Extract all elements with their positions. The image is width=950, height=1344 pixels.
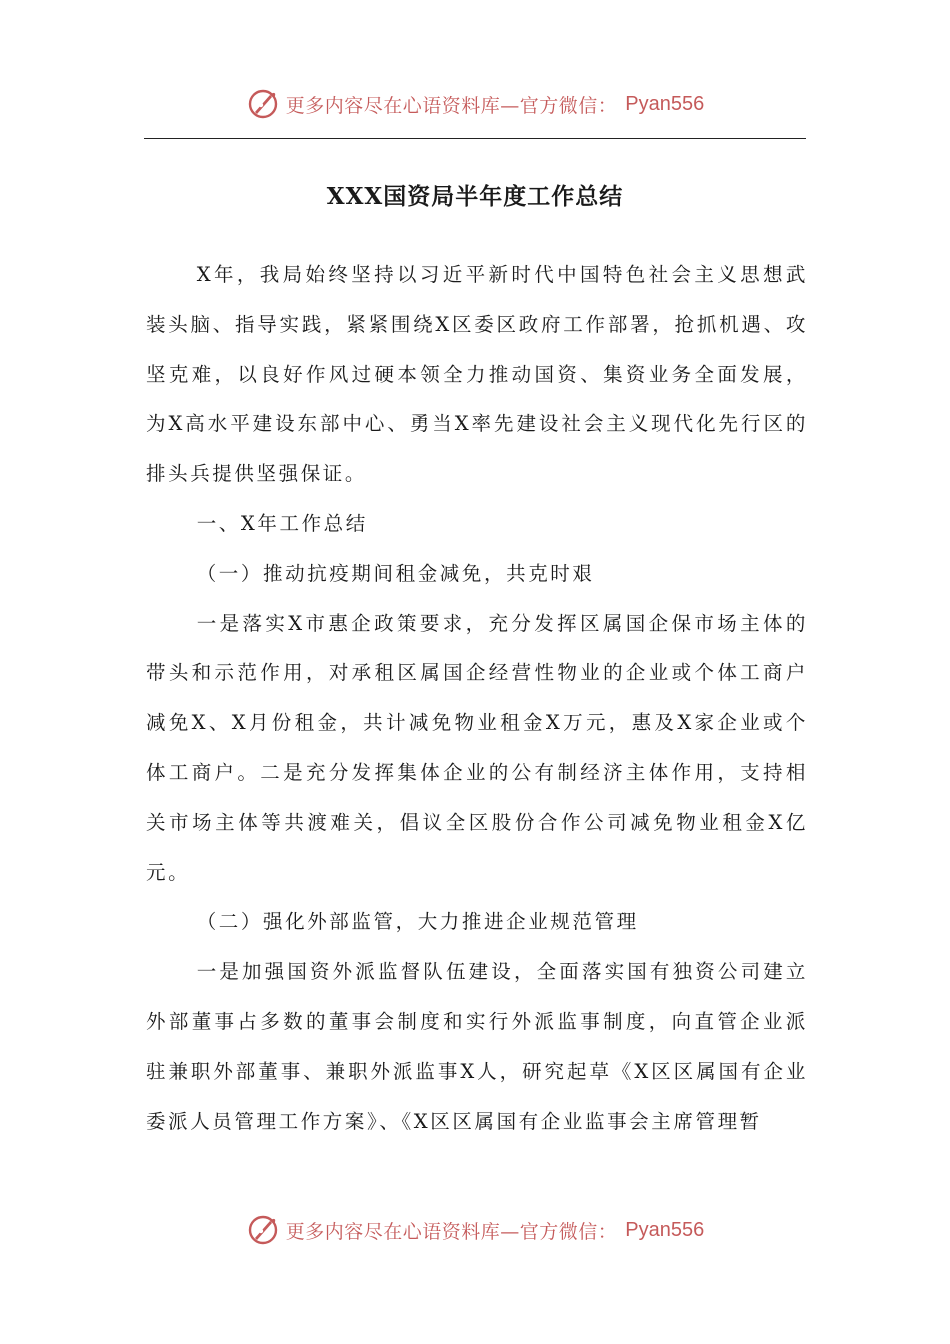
header-divider bbox=[144, 138, 806, 139]
subsection-heading-2: （二）强化外部监管，大力推进企业规范管理 bbox=[196, 910, 639, 934]
body-paragraph: 一是加强国资外派监督队伍建设，全面落实国有独资公司建立外部董事占多数的董事会制度和实行外派监事制度，向直管企业派驻兼职外部董事、兼职外派监事X人，研究起草《X区区属国有企业委派人员管理工作方案》、《X区区属国有企业监事会主席管理暂 bbox=[146, 960, 808, 1133]
body-paragraph: 一是落实X市惠企政策要求，充分发挥区属国企保市场主体的带头和示范作用，对承租区属国企经营性物业的企业或个体工商户减免X、X月份租金，共计减免物业租金X万元，惠及X家企业或个体工商户。二是充分发挥集体企业的公有制经济主体作用，支持相关市场主体等共渡难关，倡议全区股份合作公司减免物业租金X亿元。 bbox=[146, 611, 808, 884]
quill-logo-icon bbox=[246, 87, 280, 121]
document-title: XXX国资局半年度工作总结 bbox=[326, 183, 624, 210]
intro-paragraph: X年，我局始终坚持以习近平新时代中国特色社会主义思想武装头脑、指导实践，紧紧围绕X区委区政府工作部署，抢抓机遇、攻坚克难，以良好作风过硬本领全力推动国资、集资业务全面发展，为X高水平建设东部中心、勇当X率先建设社会主义现代化先行区的排头兵提供坚强保证。 bbox=[146, 263, 808, 486]
watermark-text: 更多内容尽在心语资料库—官方微信： bbox=[285, 1220, 618, 1243]
watermark-wechat-id: Pyan556 bbox=[625, 92, 705, 115]
watermark-text: 更多内容尽在心语资料库—官方微信： bbox=[285, 94, 618, 117]
footer-watermark bbox=[0, 1210, 950, 1250]
watermark-wechat-id: Pyan556 bbox=[625, 1218, 705, 1241]
subsection-heading-1: （一）推动抗疫期间租金减免，共克时艰 bbox=[196, 561, 595, 585]
section-heading-1: 一、X年工作总结 bbox=[196, 511, 368, 535]
quill-logo-icon bbox=[246, 1213, 280, 1247]
header-watermark bbox=[0, 84, 950, 124]
document-body bbox=[146, 250, 808, 1146]
